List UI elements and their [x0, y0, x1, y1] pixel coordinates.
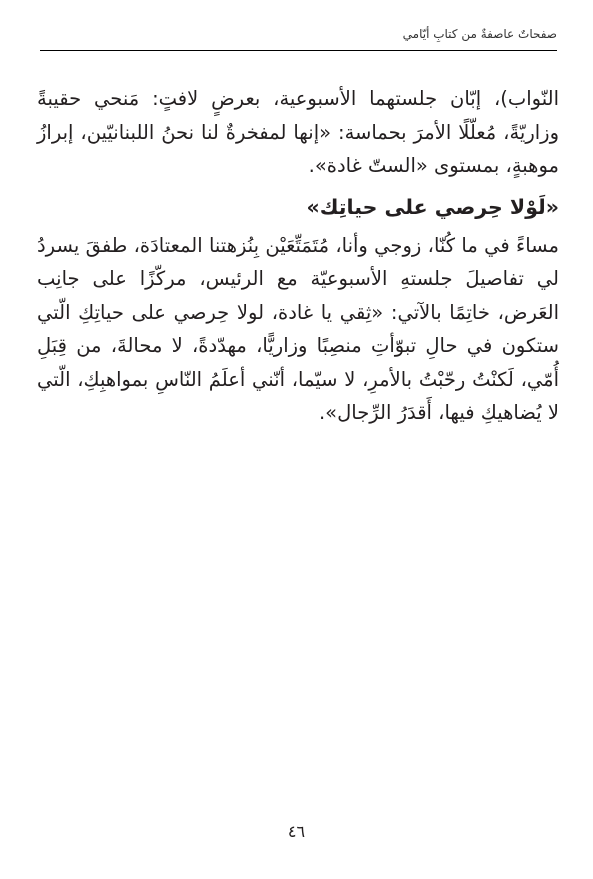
- paragraph-continuation: النّواب)، إبّان جلستهما الأسبوعية، بعرضٍ لافتٍ: مَنحي حقيبةً وزاريّةً، مُعلّلًا الأمرَ بحماسة: «إنها لمفخرةٌ لنا نحنُ اللبنانيّين، إبرازُ موهبةٍ، بمستوى «الستّ غادة».: [37, 87, 559, 177]
- paragraph-body: مساءً في ما كُنّا، زوجي وأنا، مُتَمَتِّعَيْن بِنُزهتنا المعتادَة، طفقَ يسردُ لي تفاصيلَ جلستهِ الأسبوعيّة مع الرئيس، مركّزًا على جانِب العَرض، خاتِمًا بالآتي: «ثِقي يا غادة، لولا حِرصي على حياتِكِ الّتي ستكون في حالِ تبوّأتِ منصِبًا وزاريًّا، مهدّدةً، لا محالةَ، من قِبَلِ أُمّي، لَكنْتُ رحّبْتُ بالأمرِ، لا سيّما، أنّني أعلَمُ النّاسِ بمواهبِكِ، الّتي لا يُضاهيكِ فيها، أَقدَرُ الرِّجال».: [37, 233, 559, 424]
- section-subheading: «لَوْلا حِرصي على حياتِك»: [306, 194, 559, 219]
- body-text: [37, 82, 559, 430]
- running-header: صفحاتٌ عاصفةٌ من كتابِ أيّامي: [402, 27, 557, 41]
- page-number: ٤٦: [287, 822, 306, 841]
- header-rule: [40, 50, 557, 51]
